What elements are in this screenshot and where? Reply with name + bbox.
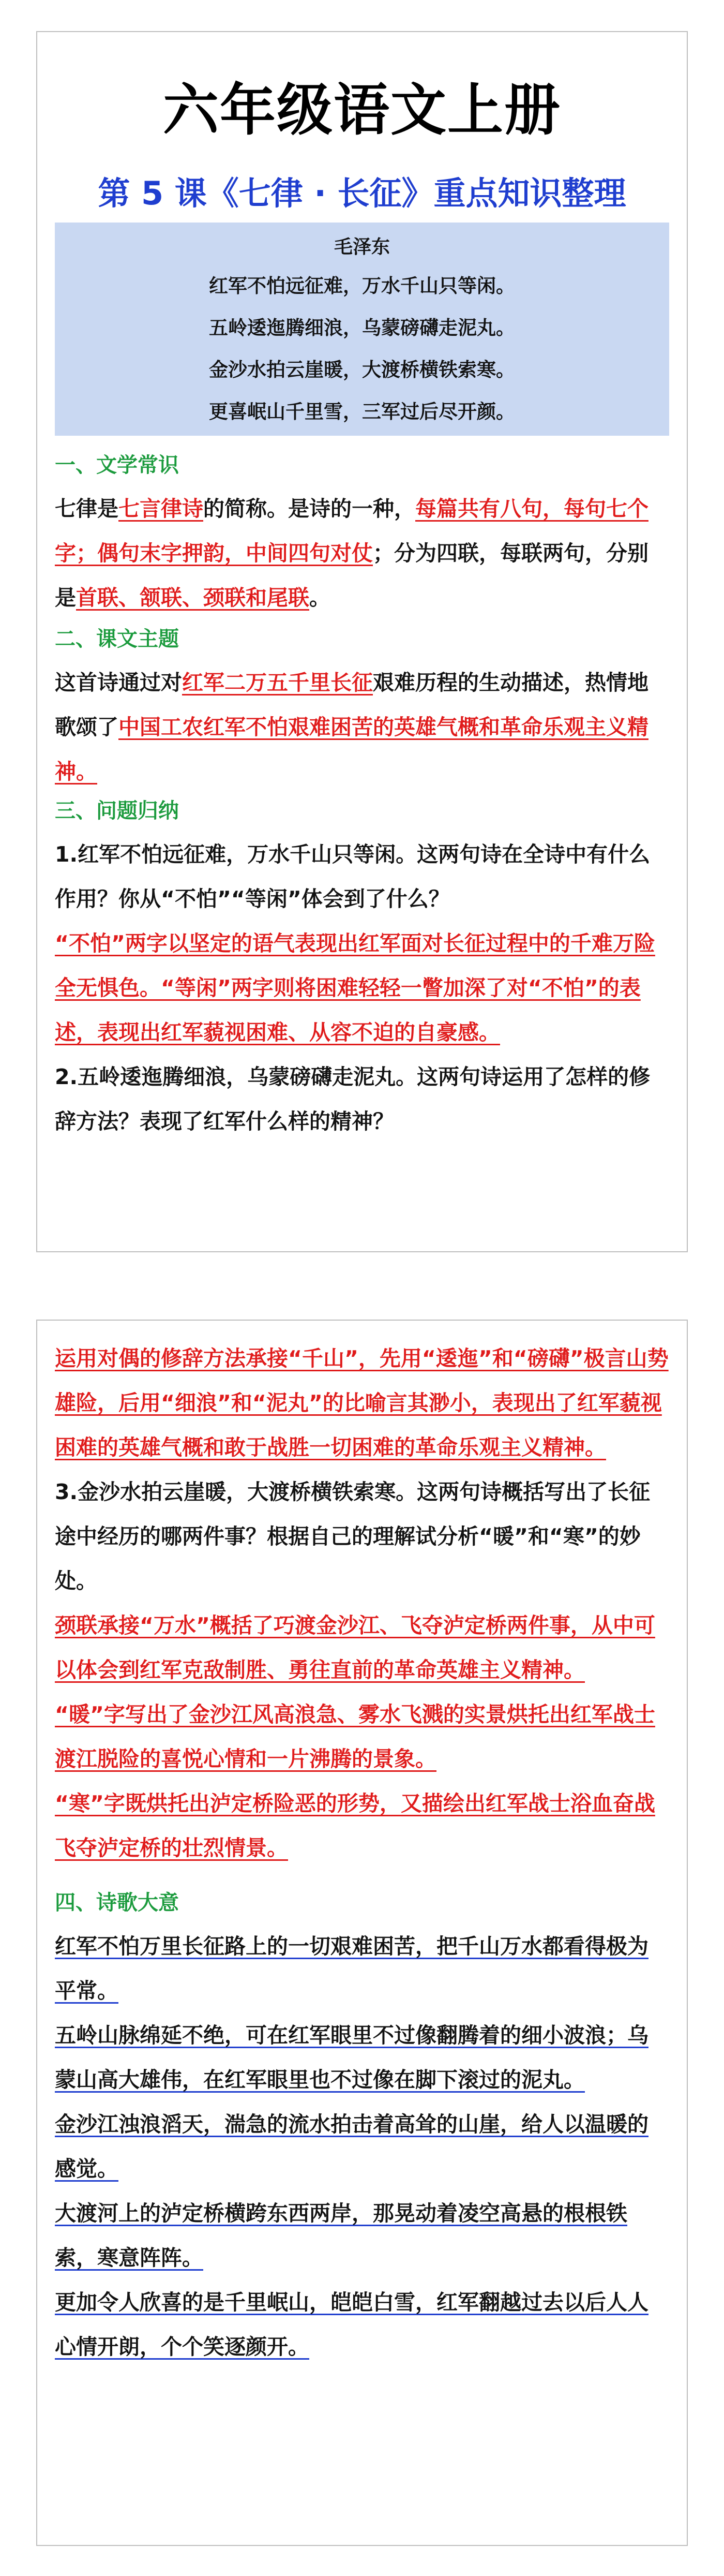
section-theme bbox=[55, 621, 669, 794]
answer-2: 运用对偶的修辞方法承接“千山”，先用“逶迤”和“磅礴”极言山势雄险，后用“细浪”和“泥丸”的比喻言其渺小，表现出了红军藐视困难的英雄气概和敢于战胜一切困难的革命乐观主义精神。 bbox=[55, 1346, 669, 1460]
highlight-text: 首联、颔联、颈联和尾联 bbox=[76, 585, 309, 610]
page-one bbox=[36, 31, 688, 1252]
section-heading: 二、课文主题 bbox=[55, 627, 179, 651]
question-1: 1.红军不怕远征难，万水千山只等闲。这两句诗在全诗中有什么作用？你从“不怕”“等闲”体会到了什么？ bbox=[55, 842, 651, 911]
theme-text: 这首诗通过对红军二万五千里长征艰难历程的生动描述，热情地歌颂了中国工农红军不怕艰难困苦的英雄气概和革命乐观主义精神。 bbox=[55, 670, 648, 784]
section-heading: 四、诗歌大意 bbox=[55, 1891, 179, 1915]
page-two bbox=[36, 1320, 688, 2546]
highlight-text: 七言律诗 bbox=[118, 496, 203, 521]
literary-knowledge-text: 七律是七言律诗的简称。是诗的一种，每篇共有八句，每句七个字；偶句末字押韵，中间四句对仗；分为四联，每联两句，分别是首联、颔联、颈联和尾联。 bbox=[55, 496, 648, 610]
question-3: 3.金沙水拍云崖暖，大渡桥横铁索寒。这两句诗概括写出了长征途中经历的哪两件事？根据自己的理解试分析“暖”和“寒”的妙处。 bbox=[55, 1479, 651, 1593]
meaning-line: 五岭山脉绵延不绝，可在红军眼里不过像翻腾着的细小波浪；乌蒙山高大雄伟，在红军眼里也不过像在脚下滚过的泥丸。 bbox=[55, 2023, 648, 2092]
answer-1: “不怕”两字以坚定的语气表现出红军面对长征过程中的千难万险 全无惧色。“等闲”两字则将困难轻轻一瞥加深了对“不怕”的表述，表现出红军藐视困难、从容不迫的自豪感。 bbox=[55, 931, 655, 1045]
answer-3: 颈联承接“万水”概括了巧渡金沙江、飞夺泸定桥两件事，从中可以体会到红军克敌制胜、勇往直前的革命英雄主义精神。 bbox=[55, 1613, 655, 1682]
answer-3-warm: “暖”字写出了金沙江风高浪急、雾水飞溅的实景烘托出红军战士渡江脱险的喜悦心情和一片沸腾的景象。 bbox=[55, 1702, 655, 1771]
section-poem-meaning bbox=[55, 1885, 669, 2369]
poem-line: 五岭逶迤腾细浪，乌蒙磅礴走泥丸。 bbox=[209, 317, 515, 339]
section-literary-knowledge bbox=[55, 447, 669, 620]
meaning-line: 大渡河上的泸定桥横跨东西两岸，那晃动着凌空高悬的根根铁索，寒意阵阵。 bbox=[55, 2201, 627, 2270]
poem-box bbox=[55, 223, 669, 436]
poem-line: 红军不怕远征难，万水千山只等闲。 bbox=[209, 275, 515, 297]
highlight-text: 每篇共有八句，每句七个字；偶句末字押韵，中间四句对仗 bbox=[55, 496, 648, 566]
section-heading: 三、问题归纳 bbox=[55, 799, 179, 823]
meaning-line: 金沙江浊浪滔天，湍急的流水拍击着高耸的山崖，给人以温暖的感觉。 bbox=[55, 2112, 648, 2181]
poem-author: 毛泽东 bbox=[334, 236, 390, 258]
meaning-line: 红军不怕万里长征路上的一切艰难困苦，把千山万水都看得极为平常。 bbox=[55, 1934, 648, 2003]
poem-line: 更喜岷山千里雪，三军过后尽开颜。 bbox=[209, 401, 515, 423]
meaning-line: 更加令人欣喜的是千里岷山，皑皑白雪，红军翻越过去以后人人心情开朗，个个笑逐颜开。 bbox=[55, 2290, 648, 2359]
section-questions-continued bbox=[55, 1336, 669, 1870]
poem-line: 金沙水拍云崖暖，大渡桥横铁索寒。 bbox=[209, 359, 515, 381]
question-2: 2.五岭逶迤腾细浪，乌蒙磅礴走泥丸。这两句诗运用了怎样的修辞方法？表现了红军什么样的精神？ bbox=[55, 1064, 651, 1134]
highlight-text: 红军二万五千里长征 bbox=[182, 670, 373, 695]
section-questions bbox=[55, 793, 669, 1144]
page-title: 六年级语文上册 bbox=[162, 78, 561, 143]
highlight-text: 中国工农红军不怕艰难困苦的英雄气概和革命乐观主义精神。 bbox=[55, 715, 648, 784]
answer-3-cold: “寒”字既烘托出泸定桥险恶的形势，又描绘出红军战士浴血奋战飞夺泸定桥的壮烈情景。 bbox=[55, 1791, 655, 1860]
lesson-subtitle: 第 5 课《七律 · 长征》重点知识整理 bbox=[98, 174, 626, 212]
section-heading: 一、文学常识 bbox=[55, 453, 179, 477]
